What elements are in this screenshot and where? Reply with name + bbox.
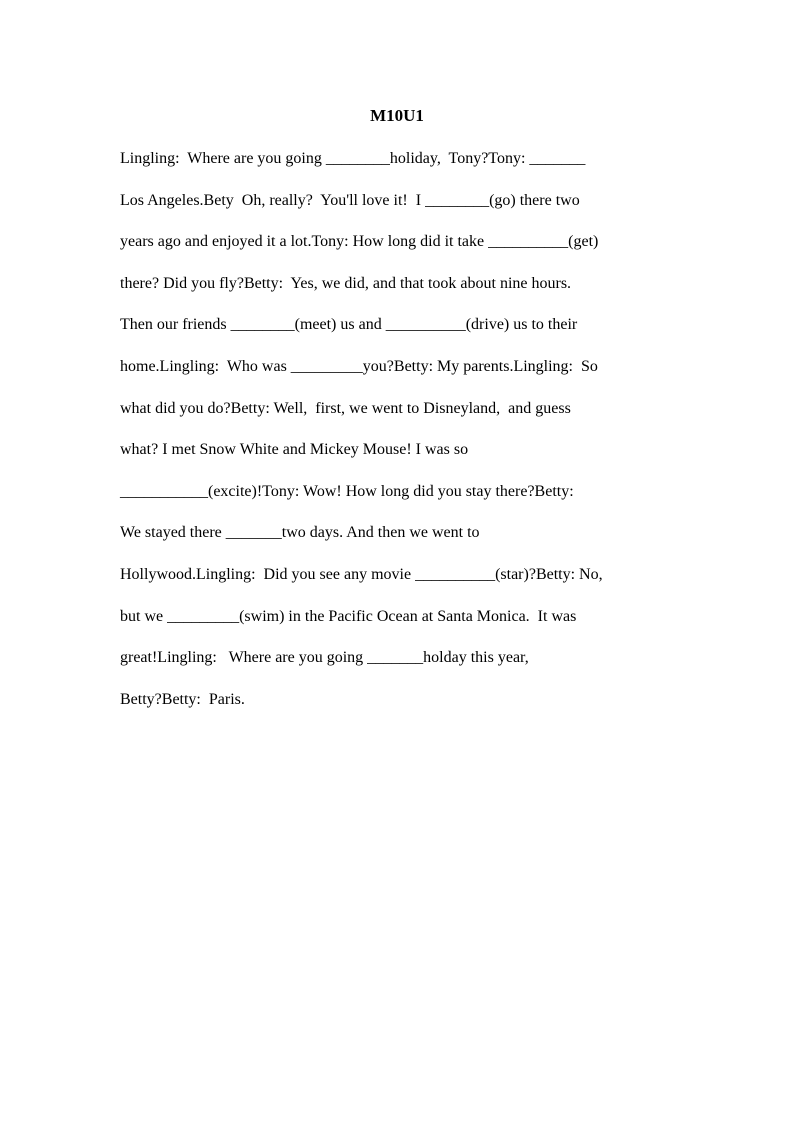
text-line: great!Lingling: Where are you going _______holday this year, bbox=[120, 649, 529, 666]
page-title: M10U1 bbox=[370, 106, 424, 125]
text-line: what? I met Snow White and Mickey Mouse! I was so bbox=[120, 441, 469, 458]
text-line: Hollywood.Lingling: Did you see any movie __________(star)?Betty: No, bbox=[120, 566, 603, 583]
text-line: ___________(excite)!Tony: Wow! How long did you stay there?Betty: bbox=[120, 483, 574, 500]
text-line: Betty?Betty: Paris. bbox=[120, 691, 245, 708]
text-line: there? Did you fly?Betty: Yes, we did, and that took about nine hours. bbox=[120, 275, 572, 292]
text-line: home.Lingling: Who was _________you?Betty: My parents.Lingling: So bbox=[120, 358, 598, 375]
text-line: Lingling: Where are you going ________holiday, Tony?Tony: _______ bbox=[120, 150, 586, 167]
text-line: what did you do?Betty: Well, first, we went to Disneyland, and guess bbox=[120, 400, 571, 417]
text-line: years ago and enjoyed it a lot.Tony: How long did it take __________(get) bbox=[120, 233, 599, 250]
text-line: We stayed there _______two days. And then we went to bbox=[120, 524, 480, 541]
text-line: Then our friends ________(meet) us and __________(drive) us to their bbox=[120, 316, 578, 333]
text-line: but we _________(swim) in the Pacific Ocean at Santa Monica. It was bbox=[120, 608, 577, 625]
text-line: Los Angeles.Bety Oh, really? You'll love it! I ________(go) there two bbox=[120, 192, 580, 209]
